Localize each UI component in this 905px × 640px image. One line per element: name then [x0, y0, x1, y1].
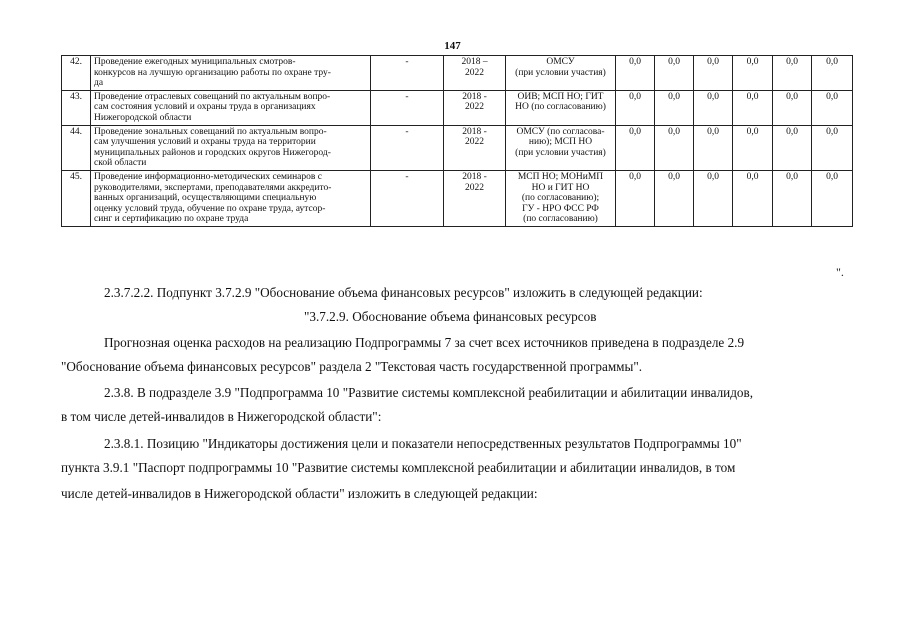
funding-value-cell [812, 170, 853, 226]
executor-line: ГУ - НРО ФСС РФ [522, 203, 599, 214]
dash-cell [371, 90, 444, 125]
funding-value-cell [655, 125, 694, 170]
funding-value: 0,0 [786, 171, 798, 182]
funding-value-cell [773, 90, 812, 125]
funding-value-cell [694, 56, 733, 91]
description-line: сам улучшения условий и охраны труда на территории [94, 137, 316, 148]
period-line: 2018 - [462, 171, 487, 182]
funding-value-cell [655, 170, 694, 226]
funding-value-cell [655, 90, 694, 125]
period-line: 2018 – [461, 57, 488, 67]
paragraph-2-3-7-2-2: 2.3.7.2.2. Подпункт 3.7.2.9 "Обоснование объема финансовых ресурсов" изложить в следующей редакции: [104, 285, 703, 300]
paragraph-2-3-8-1-line-1: 2.3.8.1. Позицию "Индикаторы достижения цели и показатели непосредственных результатов Подпрограммы 10" [104, 436, 742, 451]
funding-value: 0,0 [826, 91, 838, 102]
description-line: руководителями, экспертами, преподавателями аккредито- [94, 182, 332, 193]
funding-value-cell [773, 125, 812, 170]
paragraph-forecast-line-2: "Обоснование объема финансовых ресурсов" раздела 2 "Текстовая часть государственной программы". [61, 359, 643, 374]
executor-line: ОМСУ (по согласова- [516, 126, 605, 137]
funding-value: 0,0 [707, 57, 719, 67]
funding-value-cell [616, 56, 655, 91]
funding-value-cell [812, 56, 853, 91]
funding-value-cell [733, 90, 773, 125]
table-row [62, 170, 853, 226]
executor-line: НО и ГИТ НО [531, 182, 590, 193]
table-closing-quote: ". [836, 265, 844, 279]
executor-cell [506, 170, 616, 226]
description-line: сам состояния условий и охраны труда в организациях [94, 102, 316, 113]
measure-description-cell [91, 56, 371, 91]
funding-value-cell [616, 125, 655, 170]
row-number-cell [62, 170, 91, 226]
funding-value-cell [694, 170, 733, 226]
period-line: 2022 [465, 137, 484, 148]
funding-value-cell [694, 90, 733, 125]
executor-line: (по согласованию); [521, 193, 600, 204]
funding-value-cell [733, 125, 773, 170]
funding-value: 0,0 [629, 171, 641, 182]
dash-cell [371, 56, 444, 91]
funding-value: 0,0 [629, 126, 641, 137]
period-cell [444, 56, 506, 91]
executor-line: нию); МСП НО [528, 137, 593, 148]
funding-value-cell [733, 170, 773, 226]
row-number: 44. [70, 126, 82, 137]
funding-value-cell [616, 170, 655, 226]
funding-value: 0,0 [668, 57, 680, 67]
dash-mark: - [405, 57, 409, 67]
table-row [62, 56, 853, 91]
row-number: 45. [70, 171, 82, 182]
funding-value-cell [812, 90, 853, 125]
funding-value: 0,0 [746, 126, 759, 137]
executor-line: ОМСУ [546, 57, 575, 67]
executor-cell [506, 56, 616, 91]
description-line: Проведение отраслевых совещаний по актуальным вопро- [94, 91, 331, 102]
row-number: 42. [70, 57, 82, 67]
funding-value: 0,0 [629, 91, 641, 102]
funding-value: 0,0 [826, 57, 838, 67]
description-line: оценку условий труда, обучение по охране труда, аутсор- [94, 203, 326, 214]
period-cell [444, 170, 506, 226]
description-line: да [94, 78, 104, 89]
funding-value-cell [694, 125, 733, 170]
executor-line: НО (по согласованию) [515, 102, 606, 113]
table-row [62, 90, 853, 125]
row-number-cell [62, 125, 91, 170]
paragraph-2-3-8-line-1: 2.3.8. В подразделе 3.9 "Подпрограмма 10 "Развитие системы комплексной реабилитации и абилитации инвалидов, [104, 385, 754, 400]
executor-line: (при условии участия) [515, 147, 606, 158]
funding-value-cell [733, 56, 773, 91]
executor-line: (при условии участия) [515, 67, 606, 78]
row-number-cell [62, 90, 91, 125]
funding-value-cell [812, 125, 853, 170]
funding-value: 0,0 [786, 126, 798, 137]
description-line: Проведение ежегодных муниципальных смотров- [94, 57, 296, 67]
funding-value: 0,0 [668, 171, 680, 182]
funding-value-cell [773, 56, 812, 91]
measure-description-cell [91, 170, 371, 226]
section-heading-3-7-2-9: "3.7.2.9. Обоснование объема финансовых ресурсов [304, 309, 597, 324]
period-line: 2022 [465, 67, 484, 78]
period-line: 2022 [465, 102, 484, 113]
funding-value-cell [616, 90, 655, 125]
dash-cell [371, 125, 444, 170]
funding-value: 0,0 [707, 91, 719, 102]
description-line: конкурсов на лучшую организацию работы по охране тру- [94, 67, 331, 78]
description-line: муниципальных районов и городских округов Нижегород- [94, 147, 331, 158]
description-line: Проведение информационно-методических семинаров с [94, 171, 322, 182]
period-line: 2022 [465, 182, 484, 193]
funding-value: 0,0 [746, 171, 759, 182]
executor-line: (по согласованию) [523, 214, 598, 225]
funding-value: 0,0 [668, 126, 680, 137]
period-cell [444, 90, 506, 125]
funding-value: 0,0 [826, 171, 838, 182]
measure-description-cell [91, 90, 371, 125]
description-line: ской области [94, 158, 147, 169]
executor-line: ОИВ; МСП НО; ГИТ [517, 91, 604, 102]
funding-value: 0,0 [826, 126, 838, 137]
funding-value: 0,0 [746, 57, 759, 67]
dash-mark: - [405, 126, 409, 137]
funding-value: 0,0 [629, 57, 641, 67]
executor-cell [506, 125, 616, 170]
funding-value: 0,0 [786, 91, 798, 102]
funding-value: 0,0 [746, 91, 759, 102]
funding-value: 0,0 [786, 57, 798, 67]
table-row [62, 125, 853, 170]
paragraph-2-3-8-1-line-3: числе детей-инвалидов в Нижегородской области" изложить в следующей редакции: [61, 486, 538, 501]
description-line: Нижегородской области [94, 112, 192, 123]
period-line: 2018 - [462, 91, 487, 102]
funding-value: 0,0 [668, 91, 680, 102]
funding-value-cell [773, 170, 812, 226]
period-line: 2018 - [462, 126, 487, 137]
executor-cell [506, 90, 616, 125]
paragraph-2-3-8-line-2: в том числе детей-инвалидов в Нижегородской области": [61, 409, 382, 424]
measure-description-cell [91, 125, 371, 170]
funding-value: 0,0 [707, 126, 719, 137]
executor-line: МСП НО; МОНиМП [517, 171, 604, 182]
funding-value: 0,0 [707, 171, 719, 182]
page-number: 147 [444, 40, 461, 52]
measures-table [61, 55, 853, 227]
dash-cell [371, 170, 444, 226]
description-line: синг и сертификацию по охране труда [94, 214, 249, 225]
row-number: 43. [70, 91, 82, 102]
paragraph-2-3-8-1-line-2: пункта 3.9.1 "Паспорт подпрограммы 10 "Развитие системы комплексной реабилитации и абилитации инвалидов, в том [61, 460, 736, 475]
dash-mark: - [405, 91, 409, 102]
funding-value-cell [655, 56, 694, 91]
description-line: ванных организаций, осуществляющими специальную [94, 193, 317, 204]
dash-mark: - [405, 171, 409, 182]
description-line: Проведение зональных совещаний по актуальным вопро- [94, 126, 327, 137]
period-cell [444, 125, 506, 170]
row-number-cell [62, 56, 91, 91]
paragraph-forecast-line-1: Прогнозная оценка расходов на реализацию Подпрограммы 7 за счет всех источников приведена в подразделе 2.9 [104, 335, 745, 350]
